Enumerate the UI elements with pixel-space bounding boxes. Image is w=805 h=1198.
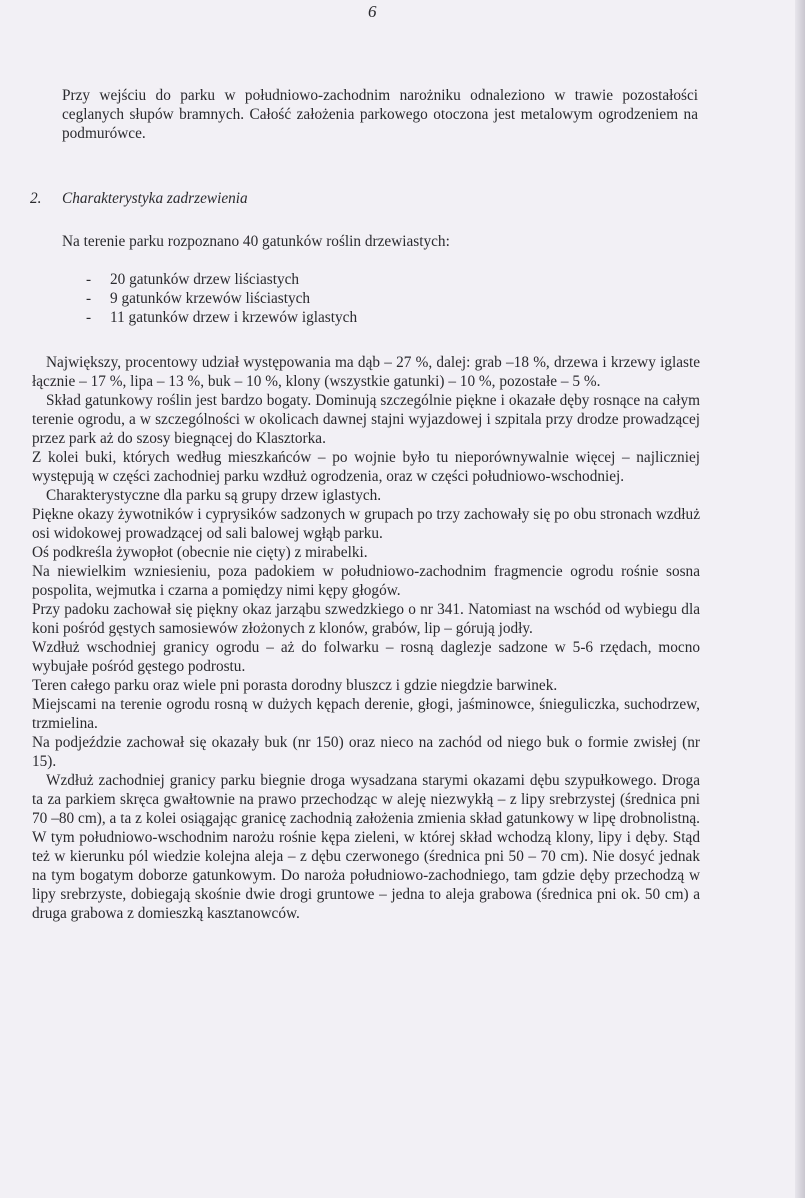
paragraph: Piękne okazy żywotników i cyprysików sadzonych w grupach po trzy zachowały się po obu stronach wzdłuż osi widokowej prowadzącej od sali balowej wgłąb parku.	[32, 506, 700, 542]
paragraph: Na niewielkim wzniesieniu, poza padokiem w południowo-zachodnim fragmencie ogrodu rośnie sosna pospolita, wejmutka i czarna a pomiędzy nimi kępy głogów.	[32, 563, 700, 599]
list-item: - 11 gatunków drzew i krzewów iglastych	[86, 308, 357, 327]
paragraph: Skład gatunkowy roślin jest bardzo bogaty. Dominują szczególnie piękne i okazałe dęby rosnące na całym terenie ogrodu, a w szczególności w okolicach dawnej stajni wyjazdowej i szpitala przy drodze prowadzącej przez park aż do szosy biegnącej do Klasztorka.	[32, 392, 700, 447]
list-item: - 9 gatunków krzewów liściastych	[86, 289, 357, 308]
paragraph: Teren całego parku oraz wiele pni porasta dorodny bluszcz i gdzie niegdzie barwinek.	[32, 677, 558, 694]
paragraph: Przy padoku zachował się piękny okaz jarząbu szwedzkiego o nr 341. Natomiast na wschód od wybiegu dla koni pośród gęstych samosiewów złożonych z klonów, grabów, lip – górują jodły.	[32, 601, 700, 637]
lead-sentence: Na terenie parku rozpoznano 40 gatunków roślin drzewiastych:	[62, 233, 450, 250]
page-edge-shadow	[795, 0, 805, 1198]
paragraph: Oś podkreśla żywopłot (obecnie nie cięty) z mirabelki.	[32, 544, 368, 561]
section-title: Charakterystyka zadrzewienia	[62, 190, 248, 207]
section-heading	[30, 190, 248, 208]
paragraph: Charakterystyczne dla parku są grupy drzew iglastych.	[46, 487, 382, 504]
intro-paragraph: Przy wejściu do parku w południowo-zachodnim narożniku odnaleziono w trawie pozostałości ceglanych słupów bramnych. Całość założenia parkowego otoczona jest metalowym ogrodzeniem na podmurówce.	[62, 87, 698, 142]
paragraph: Z kolei buki, których według mieszkańców – po wojnie było tu nieporównywalnie więcej – najliczniej występują w części zachodniej parku wzdłuż ogrodzenia, oraz w części południowo-wschodniej.	[32, 449, 700, 485]
paragraph: Miejscami na terenie ogrodu rosną w dużych kępach derenie, głogi, jaśminowce, śnieguliczka, suchodrzew, trzmielina.	[32, 696, 700, 732]
paragraph: Wzdłuż wschodniej granicy ogrodu – aż do folwarku – rosną daglezje sadzone w 5-6 rzędach, mocno wybujałe pośród gęstego podrostu.	[32, 639, 700, 675]
paragraph: Na podjeździe zachował się okazały buk (nr 150) oraz nieco na zachód od niego buk o formie zwisłej (nr 15).	[32, 734, 700, 770]
section-number: 2.	[30, 190, 42, 207]
paragraph: Największy, procentowy udział występowania ma dąb – 27 %, dalej: grab –18 %, drzewa i krzewy iglaste łącznie – 17 %, lipa – 13 %, buk – 10 %, klony (wszystkie gatunki) – 10 %, pozostałe – 5 %.	[32, 354, 700, 390]
list-item: - 20 gatunków drzew liściastych	[86, 270, 357, 289]
species-count-list	[86, 270, 357, 327]
page-number: 6	[368, 2, 377, 21]
body-text	[32, 353, 700, 923]
paragraph: Wzdłuż zachodniej granicy parku biegnie droga wysadzana starymi okazami dębu szypułkowego. Droga ta za parkiem skręca gwałtownie na prawo przechodząc w aleję niezwykłą – z lipy srebrzystej (średnica pni 70 –80 cm), a ta z kolei osiągając granicę zachodnią założenia zmienia skład gatunkowy w lipę drobnolistną. W tym południowo-wschodnim narożu rośnie kępa zieleni, w której skład wchodzą klony, lipy i dęby. Stąd też w kierunku pól wiedzie kolejna aleja – z dębu czerwonego (średnica pni 50 – 70 cm). Nie dosyć jednak na tym bogatym doborze gatunkowym. Do naroża południowo-zachodniego, tam gdzie dęby przechodzą w lipy srebrzyste, dobiegają skośnie dwie drogi gruntowe – jedna to aleja grabowa (średnica pni ok. 50 cm) a druga grabowa z domieszką kasztanowców.	[32, 772, 700, 922]
